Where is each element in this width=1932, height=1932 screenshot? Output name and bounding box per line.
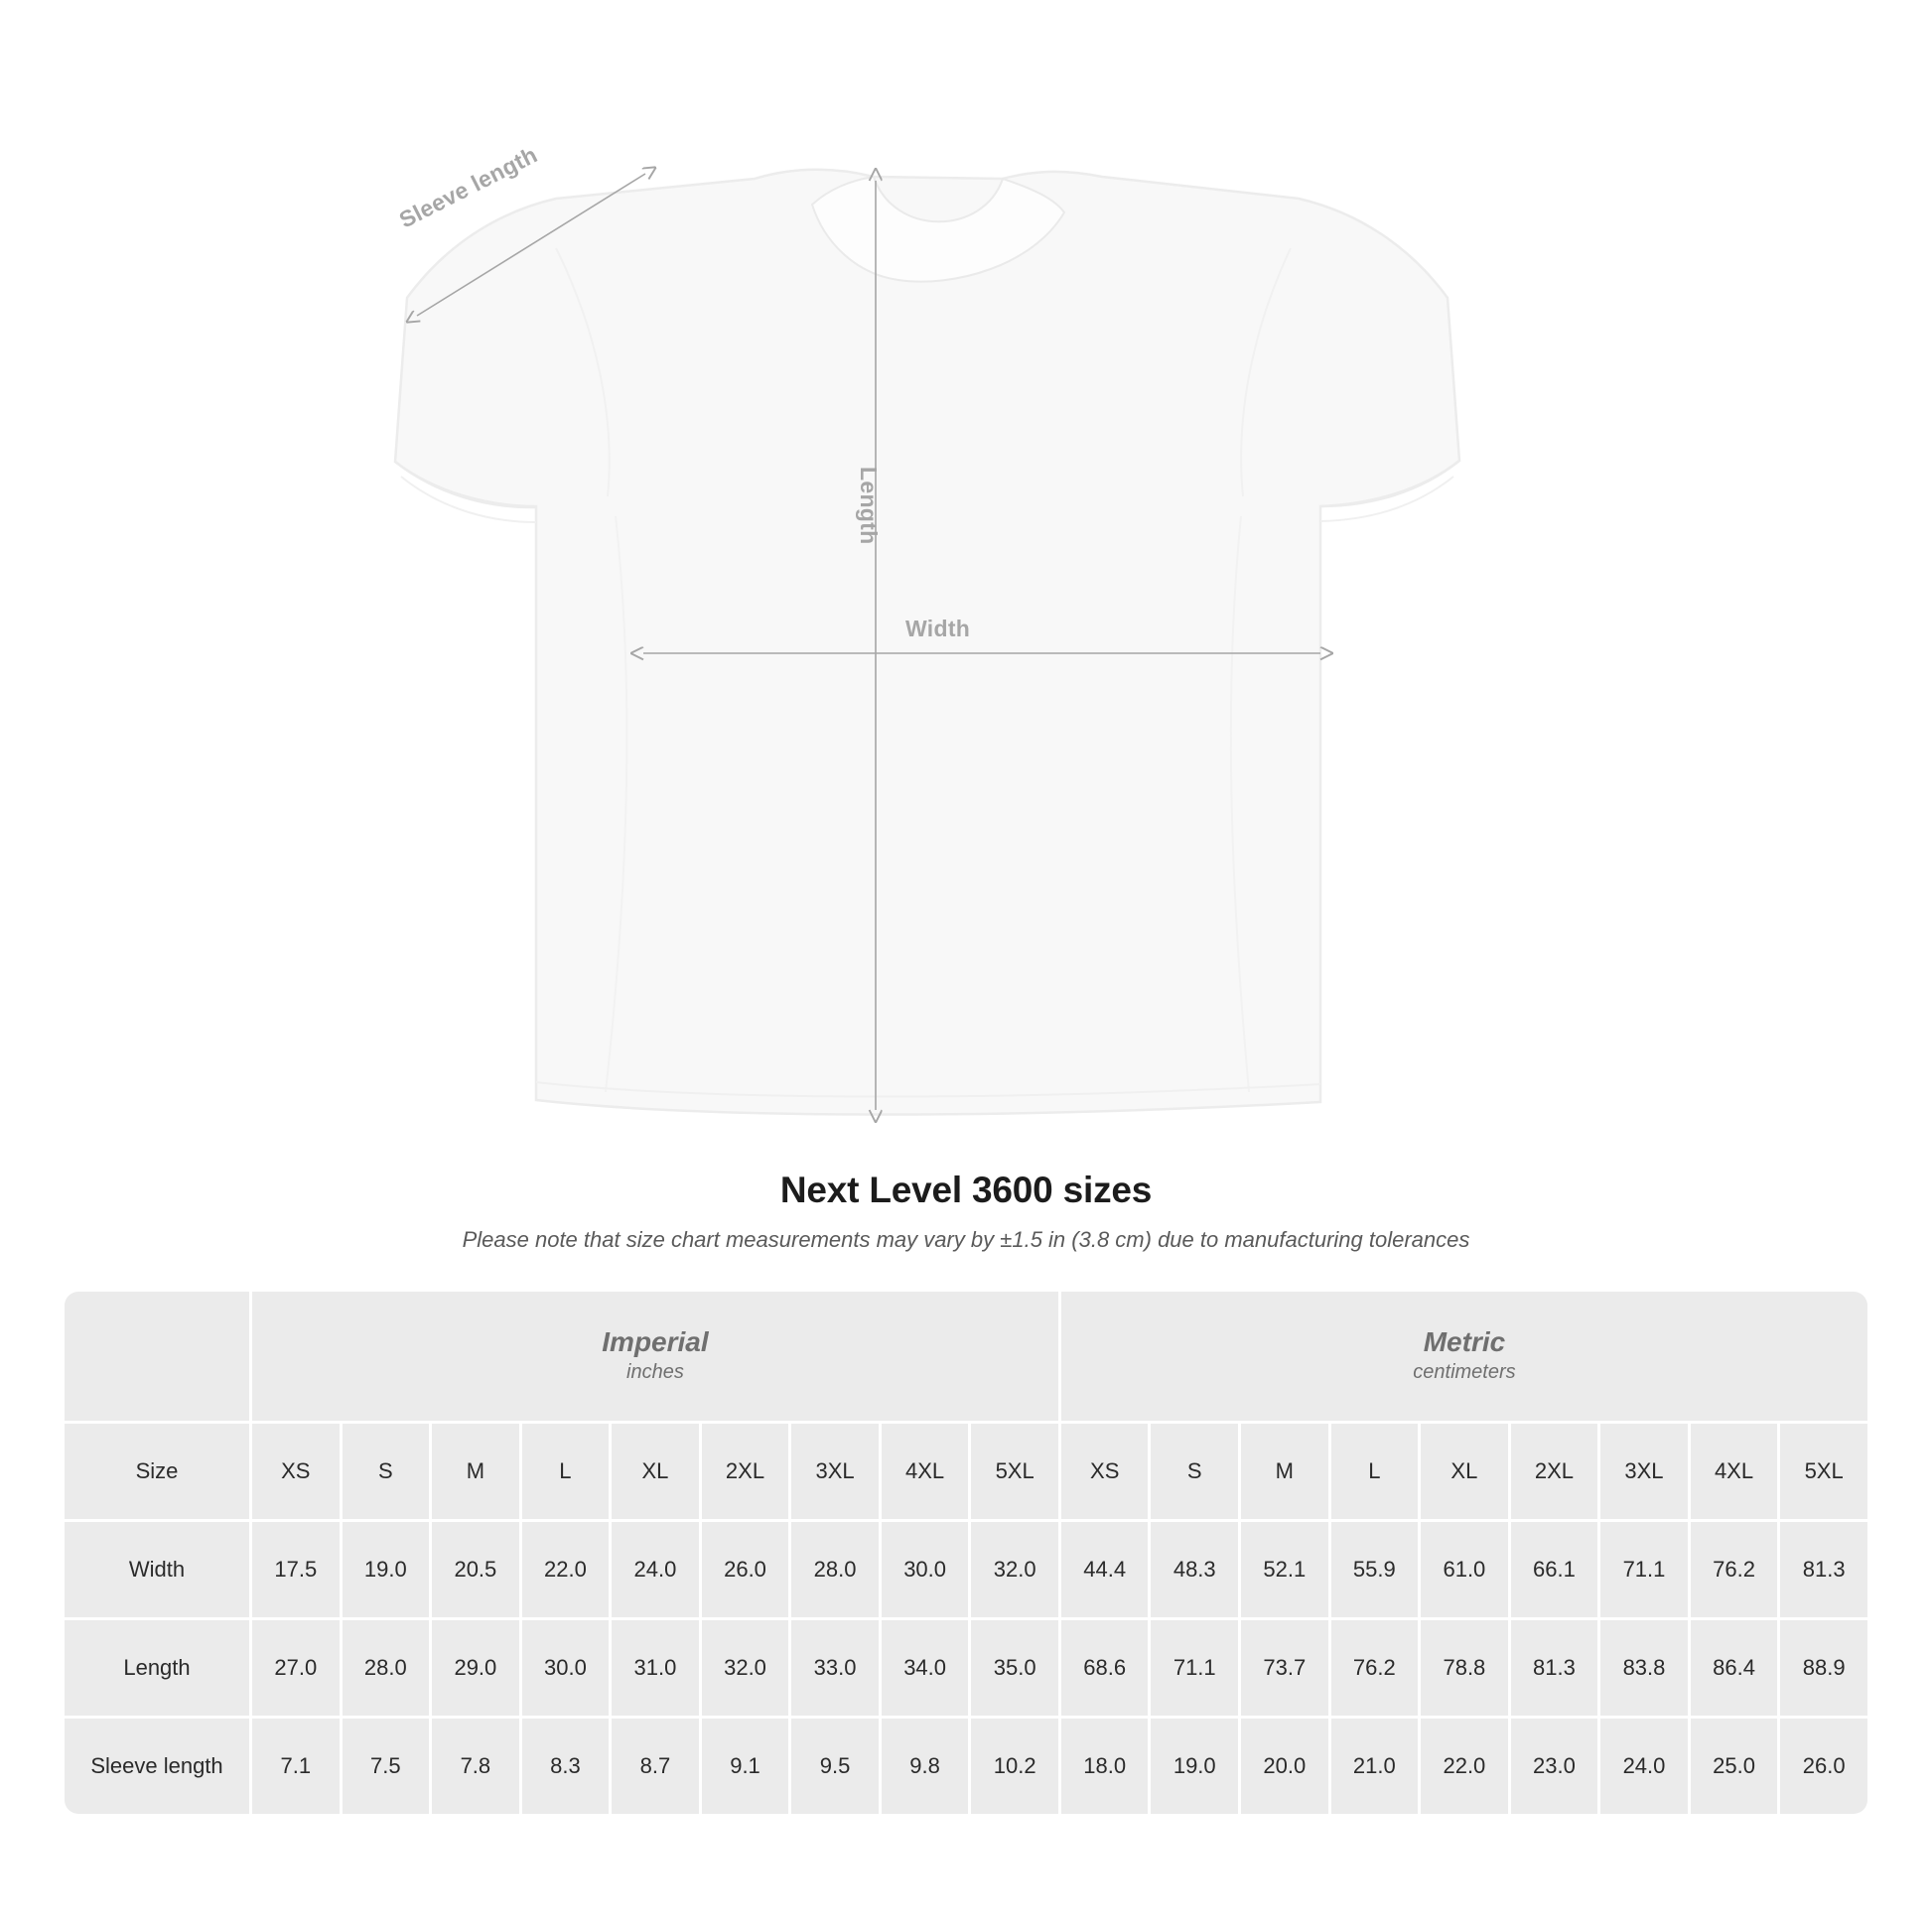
cell-length-metric-s: 71.1 bbox=[1151, 1620, 1238, 1716]
table-corner-cell bbox=[65, 1292, 249, 1421]
cell-length-imperial-3xl: 33.0 bbox=[791, 1620, 879, 1716]
cell-width-imperial-l: 22.0 bbox=[522, 1522, 610, 1617]
cell-sleeve-imperial-5xl: 10.2 bbox=[971, 1719, 1058, 1814]
cell-length-metric-l: 76.2 bbox=[1331, 1620, 1419, 1716]
cell-width-metric-m: 52.1 bbox=[1241, 1522, 1328, 1617]
cell-sleeve-metric-xl: 22.0 bbox=[1421, 1719, 1508, 1814]
cell-sleeve-metric-5xl: 26.0 bbox=[1780, 1719, 1867, 1814]
cell-sleeve-metric-m: 20.0 bbox=[1241, 1719, 1328, 1814]
unit-group-metric bbox=[1061, 1292, 1867, 1421]
cell-length-metric-4xl: 86.4 bbox=[1691, 1620, 1778, 1716]
size-col-metric-3xl: 3XL bbox=[1600, 1424, 1688, 1519]
cell-length-imperial-4xl: 34.0 bbox=[882, 1620, 969, 1716]
size-table bbox=[62, 1289, 1870, 1817]
cell-width-metric-xs: 44.4 bbox=[1061, 1522, 1149, 1617]
cell-width-metric-s: 48.3 bbox=[1151, 1522, 1238, 1617]
size-col-metric-xs: XS bbox=[1061, 1424, 1149, 1519]
cell-width-imperial-m: 20.5 bbox=[432, 1522, 519, 1617]
cell-width-metric-4xl: 76.2 bbox=[1691, 1522, 1778, 1617]
table-row bbox=[65, 1719, 1867, 1814]
cell-sleeve-metric-xs: 18.0 bbox=[1061, 1719, 1149, 1814]
size-col-imperial-3xl: 3XL bbox=[791, 1424, 879, 1519]
cell-width-metric-3xl: 71.1 bbox=[1600, 1522, 1688, 1617]
cell-sleeve-metric-3xl: 24.0 bbox=[1600, 1719, 1688, 1814]
size-col-metric-l: L bbox=[1331, 1424, 1419, 1519]
size-header-row bbox=[65, 1424, 1867, 1519]
cell-length-metric-xl: 78.8 bbox=[1421, 1620, 1508, 1716]
cell-sleeve-imperial-2xl: 9.1 bbox=[702, 1719, 789, 1814]
cell-sleeve-imperial-l: 8.3 bbox=[522, 1719, 610, 1814]
cell-sleeve-imperial-m: 7.8 bbox=[432, 1719, 519, 1814]
cell-length-metric-m: 73.7 bbox=[1241, 1620, 1328, 1716]
size-col-imperial-2xl: 2XL bbox=[702, 1424, 789, 1519]
size-col-metric-4xl: 4XL bbox=[1691, 1424, 1778, 1519]
cell-length-imperial-l: 30.0 bbox=[522, 1620, 610, 1716]
sleeve-length-dimension-label: Sleeve length bbox=[394, 141, 542, 233]
cell-length-imperial-2xl: 32.0 bbox=[702, 1620, 789, 1716]
table-row bbox=[65, 1522, 1867, 1617]
cell-width-imperial-2xl: 26.0 bbox=[702, 1522, 789, 1617]
cell-width-metric-2xl: 66.1 bbox=[1511, 1522, 1598, 1617]
cell-width-imperial-3xl: 28.0 bbox=[791, 1522, 879, 1617]
size-col-imperial-m: M bbox=[432, 1424, 519, 1519]
size-col-metric-m: M bbox=[1241, 1424, 1328, 1519]
cell-sleeve-metric-s: 19.0 bbox=[1151, 1719, 1238, 1814]
cell-length-imperial-5xl: 35.0 bbox=[971, 1620, 1058, 1716]
cell-sleeve-imperial-3xl: 9.5 bbox=[791, 1719, 879, 1814]
row-label-length: Length bbox=[65, 1620, 249, 1716]
size-col-metric-2xl: 2XL bbox=[1511, 1424, 1598, 1519]
cell-width-imperial-xs: 17.5 bbox=[252, 1522, 340, 1617]
unit-imperial-name: Imperial bbox=[602, 1325, 709, 1357]
cell-width-metric-l: 55.9 bbox=[1331, 1522, 1419, 1617]
cell-sleeve-metric-4xl: 25.0 bbox=[1691, 1719, 1778, 1814]
cell-length-metric-3xl: 83.8 bbox=[1600, 1620, 1688, 1716]
tolerance-note: Please note that size chart measurements may vary by ±1.5 in (3.8 cm) due to manufacturing tolerances bbox=[462, 1227, 1470, 1252]
cell-length-imperial-m: 29.0 bbox=[432, 1620, 519, 1716]
cell-length-metric-5xl: 88.9 bbox=[1780, 1620, 1867, 1716]
cell-width-imperial-4xl: 30.0 bbox=[882, 1522, 969, 1617]
size-col-imperial-s: S bbox=[343, 1424, 430, 1519]
cell-sleeve-imperial-xl: 8.7 bbox=[612, 1719, 699, 1814]
size-header-label: Size bbox=[65, 1424, 249, 1519]
cell-length-metric-2xl: 81.3 bbox=[1511, 1620, 1598, 1716]
cell-length-imperial-s: 28.0 bbox=[343, 1620, 430, 1716]
size-col-imperial-4xl: 4XL bbox=[882, 1424, 969, 1519]
size-col-metric-5xl: 5XL bbox=[1780, 1424, 1867, 1519]
unit-imperial-sub: inches bbox=[626, 1361, 684, 1384]
cell-sleeve-imperial-xs: 7.1 bbox=[252, 1719, 340, 1814]
unit-group-imperial bbox=[252, 1292, 1058, 1421]
size-col-metric-xl: XL bbox=[1421, 1424, 1508, 1519]
size-col-imperial-5xl: 5XL bbox=[971, 1424, 1058, 1519]
title-block bbox=[0, 1170, 1932, 1253]
cell-length-imperial-xl: 31.0 bbox=[612, 1620, 699, 1716]
cell-width-imperial-s: 19.0 bbox=[343, 1522, 430, 1617]
cell-length-imperial-xs: 27.0 bbox=[252, 1620, 340, 1716]
row-label-width: Width bbox=[65, 1522, 249, 1617]
length-dimension-label: Length bbox=[856, 467, 882, 545]
row-label-sleeve-length: Sleeve length bbox=[65, 1719, 249, 1814]
cell-width-metric-5xl: 81.3 bbox=[1780, 1522, 1867, 1617]
size-col-metric-s: S bbox=[1151, 1424, 1238, 1519]
table-row bbox=[65, 1620, 1867, 1716]
size-col-imperial-l: L bbox=[522, 1424, 610, 1519]
cell-width-imperial-xl: 24.0 bbox=[612, 1522, 699, 1617]
unit-metric-name: Metric bbox=[1423, 1325, 1506, 1357]
width-dimension-label: Width bbox=[905, 616, 971, 641]
cell-sleeve-imperial-4xl: 9.8 bbox=[882, 1719, 969, 1814]
cell-width-imperial-5xl: 32.0 bbox=[971, 1522, 1058, 1617]
size-col-imperial-xl: XL bbox=[612, 1424, 699, 1519]
page-title: Next Level 3600 sizes bbox=[779, 1170, 1153, 1210]
cell-sleeve-metric-l: 21.0 bbox=[1331, 1719, 1419, 1814]
unit-header-row bbox=[65, 1292, 1867, 1421]
size-table-container bbox=[62, 1289, 1870, 1817]
unit-metric-sub: centimeters bbox=[1413, 1361, 1516, 1384]
cell-width-metric-xl: 61.0 bbox=[1421, 1522, 1508, 1617]
size-col-imperial-xs: XS bbox=[252, 1424, 340, 1519]
cell-sleeve-imperial-s: 7.5 bbox=[343, 1719, 430, 1814]
cell-length-metric-xs: 68.6 bbox=[1061, 1620, 1149, 1716]
cell-sleeve-metric-2xl: 23.0 bbox=[1511, 1719, 1598, 1814]
